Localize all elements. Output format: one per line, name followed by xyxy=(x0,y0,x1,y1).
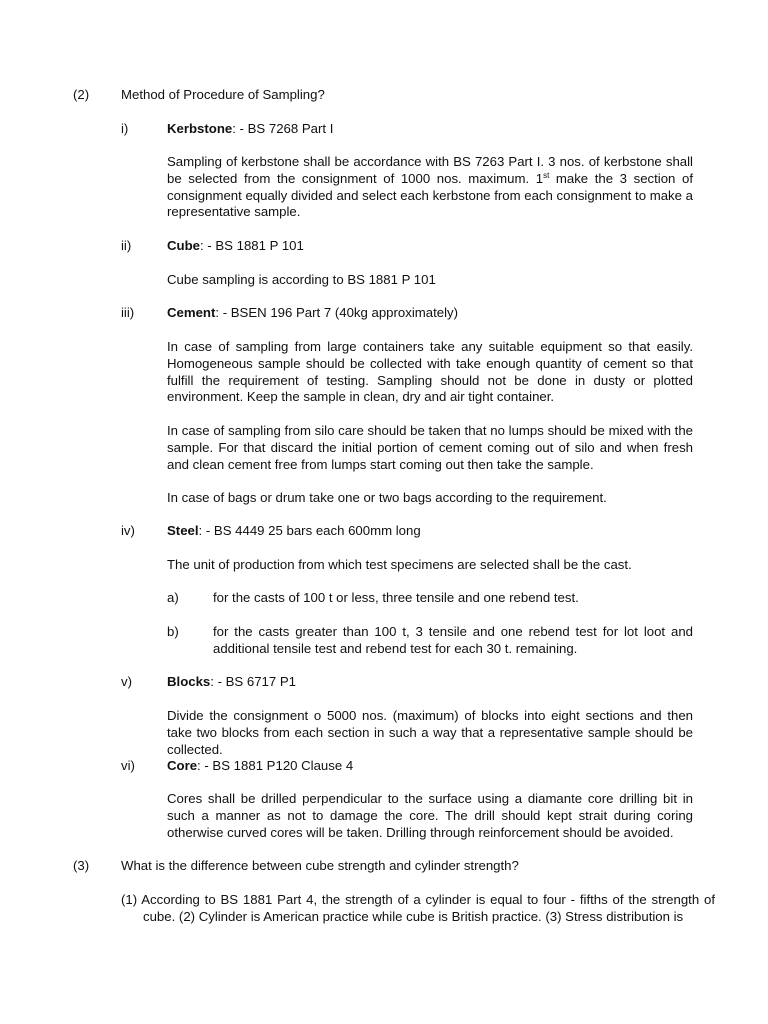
item-heading-cement xyxy=(167,305,458,322)
cement-paragraph-bags: In case of bags or drum take one or two bags according to the requirement. xyxy=(167,490,607,505)
item-numeral-i: i) xyxy=(121,121,129,136)
item-standard-cube: : - BS 1881 P 101 xyxy=(199,238,304,253)
item-standard-steel: : - BS 4449 25 bars each 600mm long xyxy=(198,523,421,538)
item-heading-core xyxy=(167,758,353,775)
item-standard-blocks: : - BS 6717 P1 xyxy=(210,674,297,689)
steel-subitem-text-a: for the casts of 100 t or less, three tensile and one rebend test. xyxy=(213,590,579,605)
cement-paragraph-silo: In case of sampling from silo care should be taken that no lumps should be mixed with the sample. For that discard the initial portion of cement coming out of silo and when fresh and clean cement free from lumps start coming out then take the sample. xyxy=(167,423,693,472)
item-numeral-iii: iii) xyxy=(121,305,135,320)
cement-paragraph-containers: In case of sampling from large containers take any suitable equipment so that easily. Homogeneous sample should be collected with take enough quantity of cement so that fulfill the requirement of testing. Sampling should not be done in dusty or plotted environment. Keep the sample in clean, dry and air tight container. xyxy=(167,339,693,405)
item-numeral-iv: iv) xyxy=(121,523,135,538)
steel-paragraph: The unit of production from which test specimens are selected shall be the cast. xyxy=(167,557,632,572)
ordinal-superscript: st xyxy=(543,170,550,180)
item-standard-kerbstone: : - BS 7268 Part I xyxy=(232,121,334,136)
steel-subitem-label-b: b) xyxy=(167,624,179,639)
item-name-cube: Cube xyxy=(167,238,200,253)
section-3-title: What is the difference between cube strength and cylinder strength? xyxy=(121,858,519,873)
section-3-number: (3) xyxy=(73,858,90,873)
item-name-cement: Cement xyxy=(167,305,216,320)
core-paragraph: Cores shall be drilled perpendicular to the surface using a diamante core drilling bit in such a manner as not to damage the core. The drill should kept strait during coring otherwise curved cores will be taken. Drilling through reinforcement should be avoided. xyxy=(167,791,693,840)
blocks-paragraph: Divide the consignment o 5000 nos. (maximum) of blocks into eight sections and then take two blocks from each section in such a way that a representative sample should be collected. xyxy=(167,708,693,757)
section-2-title: Method of Procedure of Sampling? xyxy=(121,87,325,102)
section-3-answer: (1) According to BS 1881 Part 4, the strength of a cylinder is equal to four - fifths of the strength of cube. (2) Cylinder is American practice while cube is British practice. (3) Stress distribution is xyxy=(121,892,715,924)
item-numeral-vi: vi) xyxy=(121,758,135,773)
item-heading-steel xyxy=(167,523,421,540)
item-standard-cement: : - BSEN 196 Part 7 (40kg approximately) xyxy=(215,305,458,320)
item-heading-cube xyxy=(167,238,304,255)
item-name-blocks: Blocks xyxy=(167,674,211,689)
item-heading-kerbstone xyxy=(167,121,333,138)
item-standard-core: : - BS 1881 P120 Clause 4 xyxy=(197,758,354,773)
steel-subitem-text-b: for the casts greater than 100 t, 3 tensile and one rebend test for lot loot and additional tensile test and rebend test for each 30 t. remaining. xyxy=(213,624,693,656)
kerbstone-paragraph: Sampling of kerbstone shall be accordance with BS 7263 Part I. 3 nos. of kerbstone shall be selected from the consignment of 1000 nos. maximum. 1st make the 3 section of consignment equally divided and select each kerbstone from each consignment to make a representative sample. xyxy=(167,154,693,220)
item-numeral-v: v) xyxy=(121,674,132,689)
item-numeral-ii: ii) xyxy=(121,238,132,253)
item-name-core: Core xyxy=(167,758,198,773)
item-name-kerbstone: Kerbstone xyxy=(167,121,233,136)
steel-subitem-label-a: a) xyxy=(167,590,179,605)
section-2-number: (2) xyxy=(73,87,90,102)
item-name-steel: Steel xyxy=(167,523,199,538)
cube-paragraph: Cube sampling is according to BS 1881 P 101 xyxy=(167,272,436,287)
item-heading-blocks xyxy=(167,674,296,691)
